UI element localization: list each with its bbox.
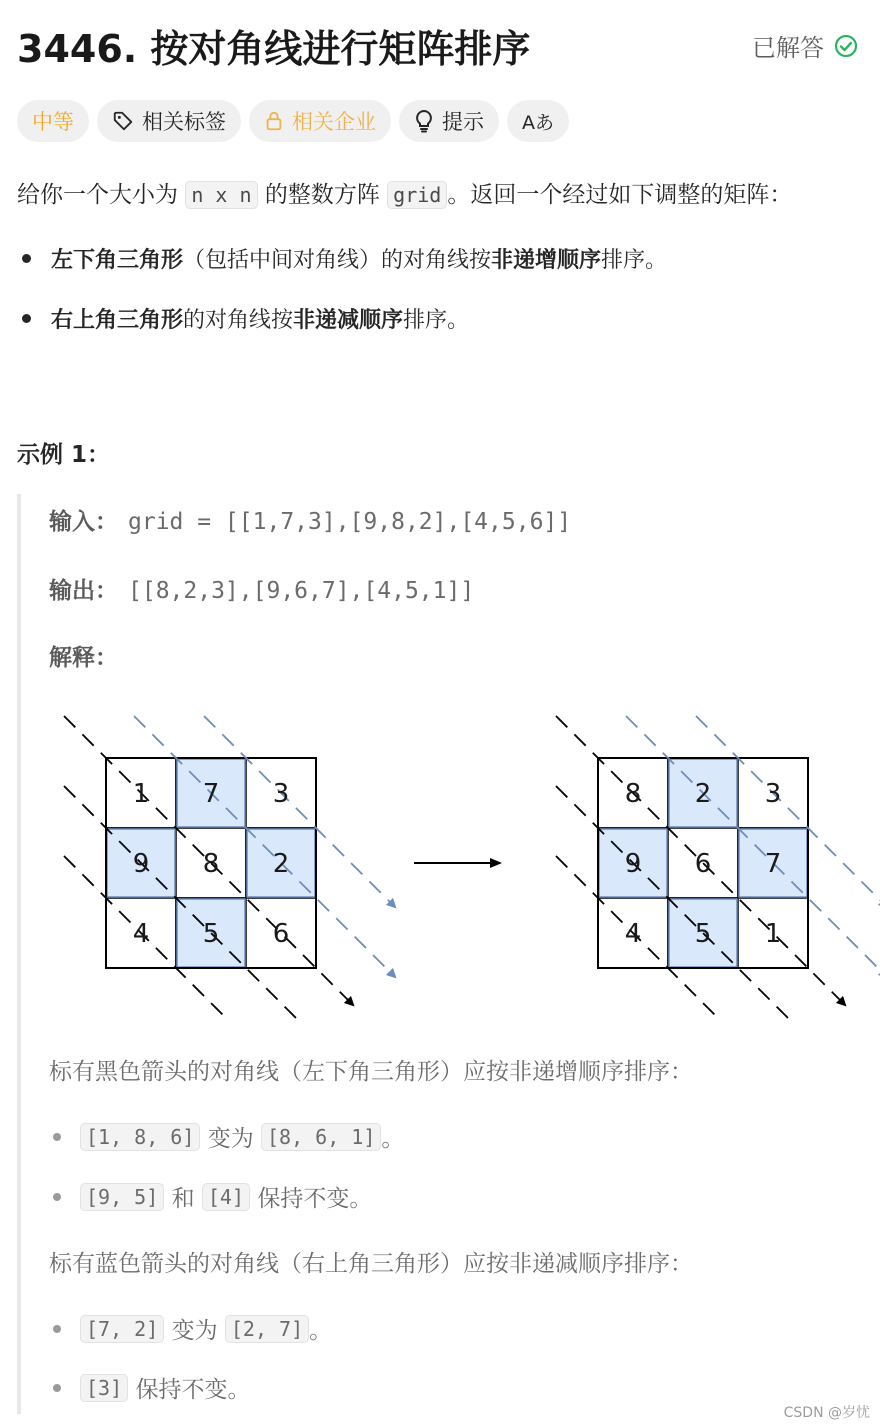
black-arrow-text: 标有黑色箭头的对角线（左下角三角形）应按非递增顺序排序： <box>49 1059 693 1085</box>
translate-icon: Aあ <box>522 111 554 134</box>
solved-status[interactable] <box>752 28 858 63</box>
output-label: 输出： <box>49 578 118 604</box>
grid-before-cell-value: 6 <box>272 919 290 949</box>
hint-button[interactable] <box>399 100 499 142</box>
grid-after-cell-value: 5 <box>694 919 712 949</box>
hint-label: 提示 <box>442 110 484 134</box>
rule-bullet-1 <box>17 243 667 274</box>
description-paragraph <box>17 176 792 209</box>
check-circle-icon <box>834 34 858 58</box>
grid-before-cell-value: 4 <box>132 919 150 949</box>
lock-icon <box>264 110 284 132</box>
bullet-dot <box>53 1133 61 1141</box>
grid-after-cell-value: 8 <box>624 779 642 809</box>
related-tags-button[interactable] <box>97 100 241 142</box>
desc-text: 。返回一个经过如下调整的矩阵： <box>447 182 793 208</box>
code-value: [1, 8, 6] <box>80 1123 200 1151</box>
watermark: CSDN @岁忧 <box>783 1405 870 1421</box>
translate-button[interactable] <box>507 100 569 142</box>
black-item-1 <box>49 1120 404 1153</box>
desc-text: 给你一个大小为 <box>17 182 186 208</box>
grid-after-cell-value: 3 <box>764 779 782 809</box>
grid-before-cell-value: 3 <box>272 779 290 809</box>
code-value: [7, 2] <box>80 1315 164 1343</box>
code-value: [3] <box>80 1374 128 1402</box>
explain-label: 解释： <box>49 645 118 671</box>
item-text: 。 <box>309 1318 333 1344</box>
example-input <box>49 503 571 536</box>
related-tags-label: 相关标签 <box>142 110 226 134</box>
code-value: [2, 7] <box>225 1315 309 1343</box>
bold-text: 非递减顺序 <box>293 308 404 333</box>
grid-after-cell-value: 4 <box>624 919 642 949</box>
lightbulb-icon <box>414 109 434 133</box>
item-text: 保持不变。 <box>257 1186 373 1212</box>
code-value: [4] <box>202 1183 250 1211</box>
input-value: grid = [[1,7,3],[9,8,2],[4,5,6]] <box>128 509 572 535</box>
difficulty-badge[interactable]: 中等 <box>17 100 89 142</box>
bold-text: 右上角三角形 <box>51 308 184 333</box>
bullet-text: 排序。 <box>403 308 470 333</box>
grid-after-cell-value: 6 <box>694 849 712 879</box>
blue-arrow-text: 标有蓝色箭头的对角线（右上角三角形）应按非递减顺序排序： <box>49 1251 693 1277</box>
grid-before-cell-value: 5 <box>202 919 220 949</box>
black-item-2 <box>49 1180 372 1213</box>
item-text: 变为 <box>171 1318 218 1344</box>
grid-after-cell-value: 2 <box>694 779 712 809</box>
output-value: [[8,2,3],[9,6,7],[4,5,1]] <box>128 578 475 604</box>
bullet-dot <box>53 1384 61 1392</box>
bullet-text: （包括中间对角线）的对角线按 <box>183 248 492 273</box>
grid-before-cell-value: 2 <box>272 849 290 879</box>
grid-before-cell-value: 1 <box>132 779 150 809</box>
rule-bullet-2 <box>17 303 469 334</box>
item-text: 和 <box>171 1186 195 1212</box>
diagonal-sort-diagram <box>0 700 880 1020</box>
code-value: [9, 5] <box>80 1183 164 1211</box>
input-label: 输入： <box>49 509 118 535</box>
grid-after-cell-value: 1 <box>764 919 782 949</box>
item-text: 保持不变。 <box>135 1377 251 1403</box>
tag-bar <box>17 100 569 142</box>
grid-before-cell-value: 7 <box>202 779 220 809</box>
bold-text: 左下角三角形 <box>51 248 184 273</box>
code-value: [8, 6, 1] <box>261 1123 381 1151</box>
solved-label: 已解答 <box>752 34 824 62</box>
grid-after <box>556 716 880 1020</box>
example-output <box>49 572 474 605</box>
grid-before-cell-value: 9 <box>132 849 150 879</box>
problem-title: 3446. 按对角线进行矩阵排序 <box>17 27 531 71</box>
bullet-dot <box>53 1325 61 1333</box>
item-text: 变为 <box>207 1126 254 1152</box>
blue-item-1 <box>49 1312 332 1345</box>
desc-text: 的整数方阵 <box>257 182 388 208</box>
bullet-dot <box>22 254 31 263</box>
tag-icon <box>112 110 134 132</box>
related-companies-label: 相关企业 <box>292 110 376 134</box>
bullet-dot <box>22 314 31 323</box>
grid-after-cell-value: 7 <box>764 849 782 879</box>
bullet-text: 的对角线按 <box>183 308 294 333</box>
item-text: 。 <box>381 1126 405 1152</box>
bullet-dot <box>53 1193 61 1201</box>
grid-before-cell-value: 8 <box>202 849 220 879</box>
related-companies-button[interactable] <box>249 100 391 142</box>
bold-text: 非递增顺序 <box>491 248 602 273</box>
example-explain-label <box>49 639 118 672</box>
code-grid: grid <box>387 181 447 209</box>
example-title: 示例 1： <box>17 442 111 468</box>
blue-item-2 <box>49 1371 250 1404</box>
grid-before <box>64 716 393 1020</box>
grid-after-cell-value: 9 <box>624 849 642 879</box>
bullet-text: 排序。 <box>601 248 668 273</box>
code-n-x-n: n x n <box>185 181 257 209</box>
